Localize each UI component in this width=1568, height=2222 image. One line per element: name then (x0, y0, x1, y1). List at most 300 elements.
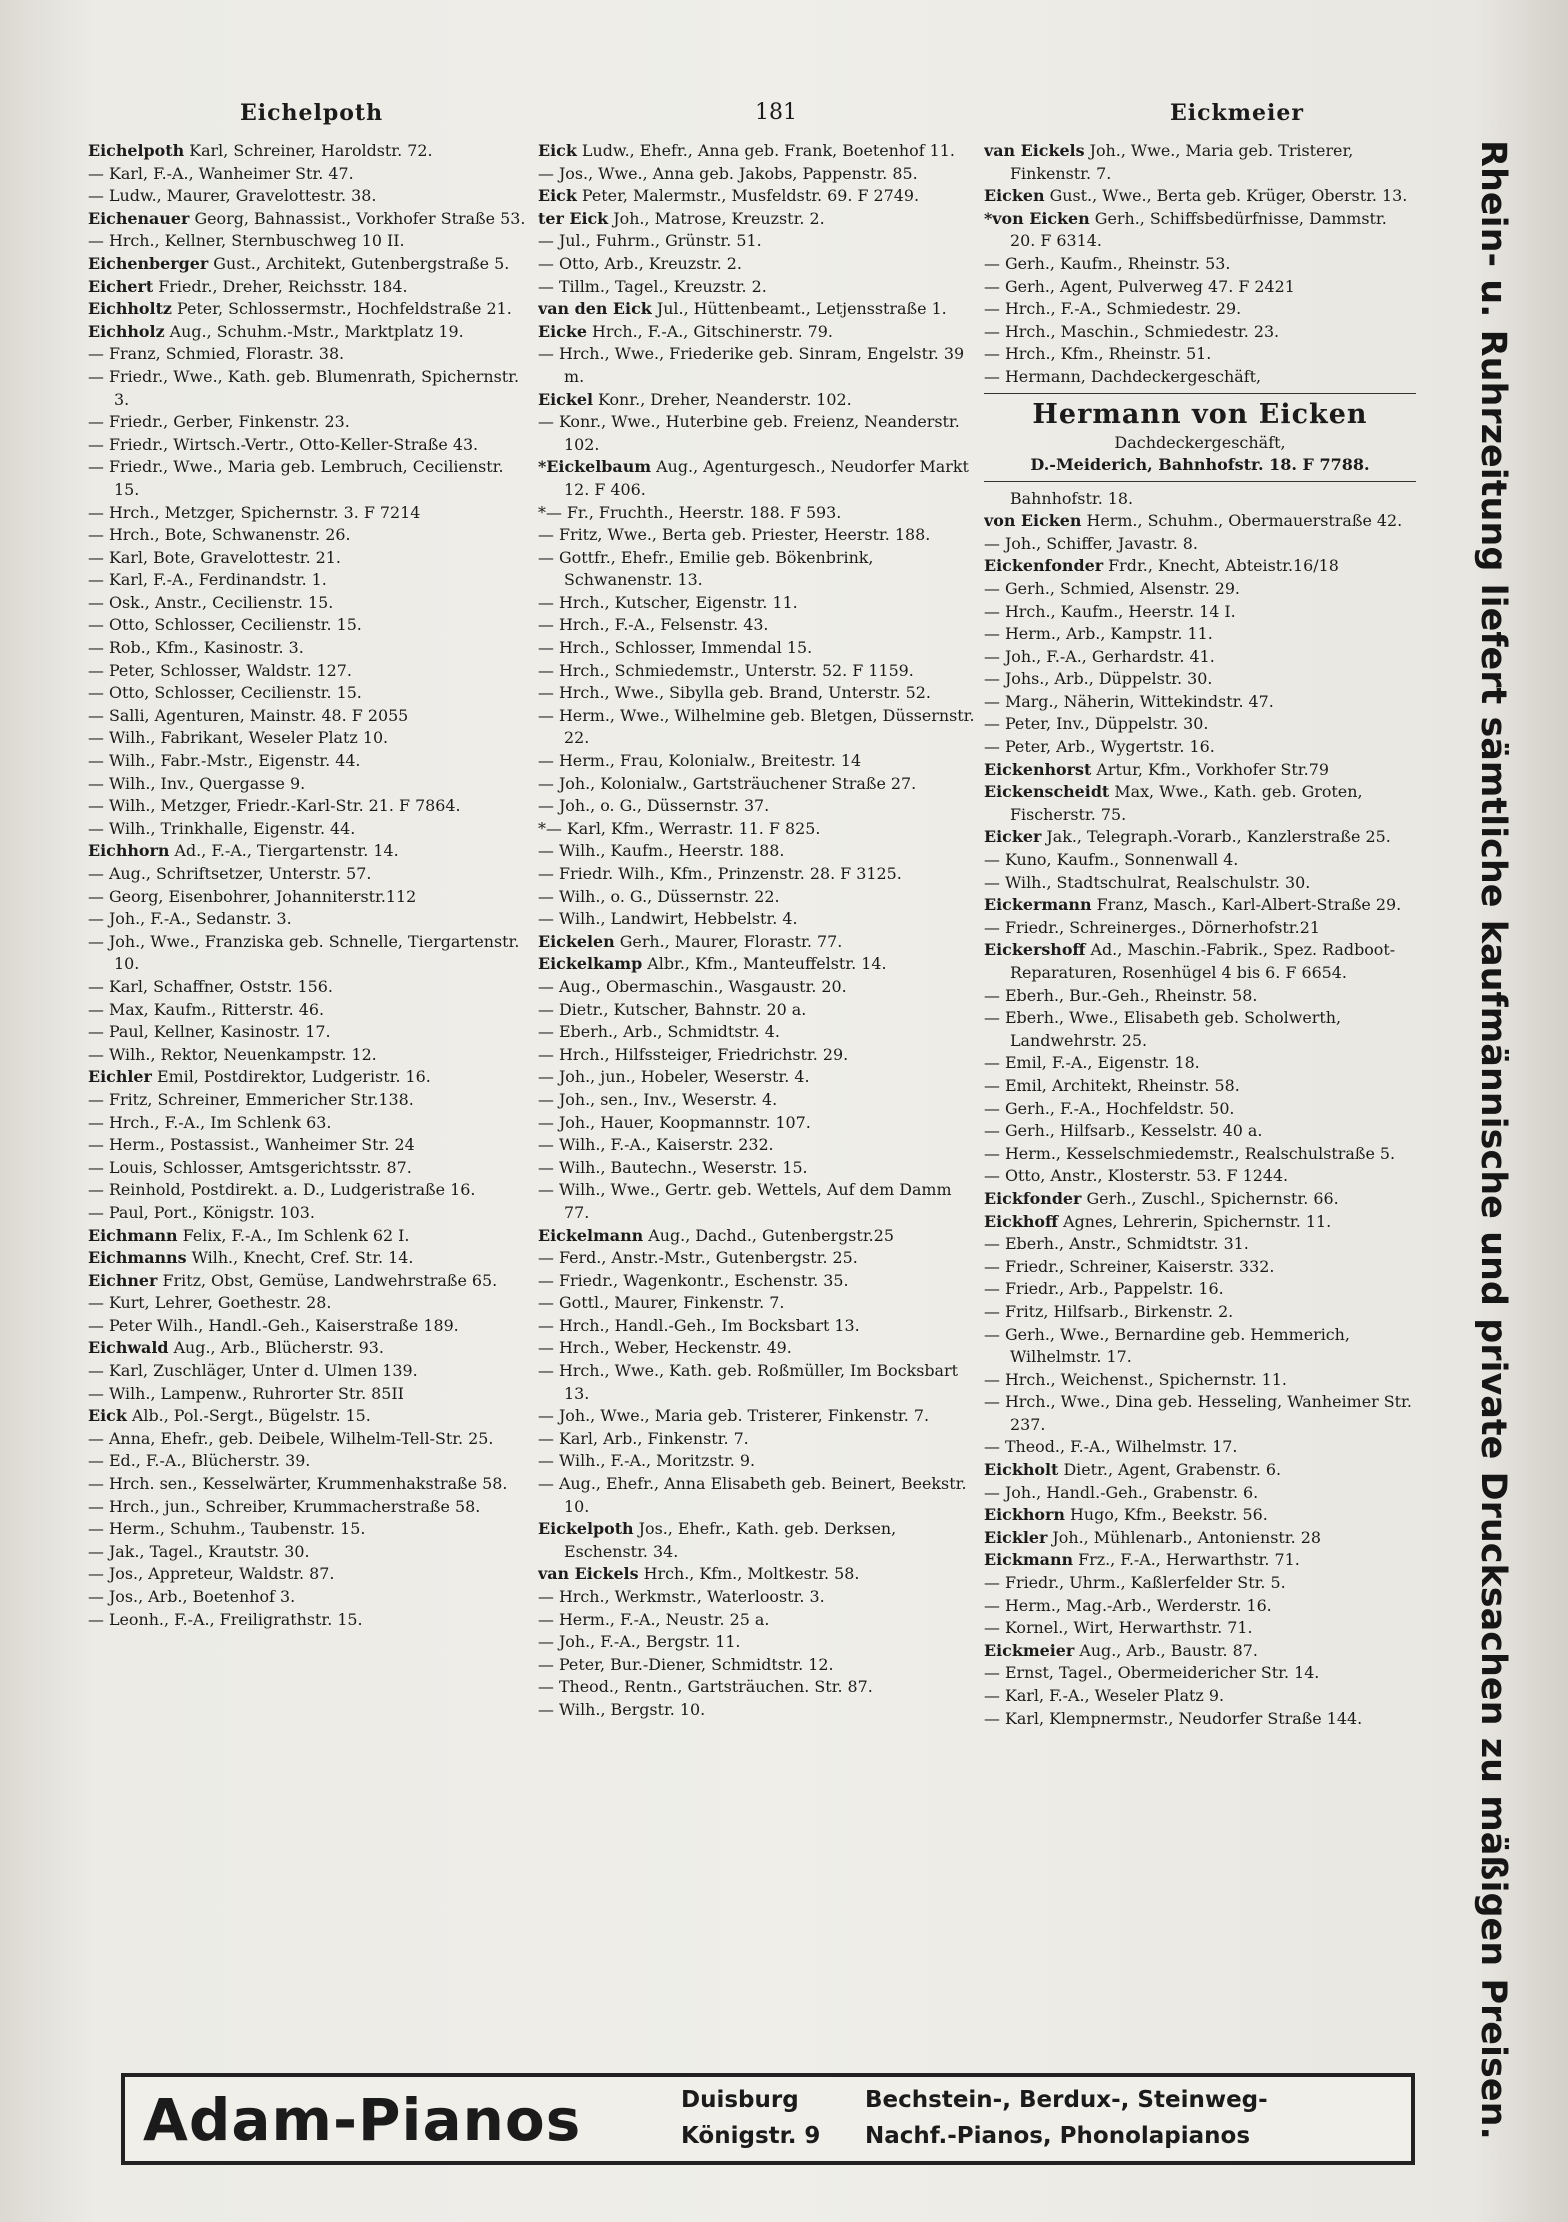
directory-entry (984, 872, 1416, 895)
directory-entry (538, 185, 976, 208)
directory-entry (984, 1301, 1416, 1324)
directory-entry (984, 533, 1416, 556)
directory-entry (984, 1256, 1416, 1279)
directory-entry (538, 1609, 976, 1632)
directory-entry (538, 931, 976, 954)
entry-details: — Joh., Hauer, Koopmannstr. 107. (538, 1112, 811, 1132)
entry-surname: Eicken (984, 186, 1045, 206)
directory-entry (538, 502, 976, 525)
directory-entry (984, 555, 1416, 578)
entry-details: — Hrch., Schmiedemstr., Unterstr. 52. F 1159. (538, 660, 914, 680)
directory-entry (538, 140, 976, 163)
directory-entry (984, 917, 1416, 940)
entry-details: — Jos., Wwe., Anna geb. Jakobs, Pappenstr. 85. (538, 163, 918, 183)
inline-ad-hermann-von-eicken (984, 393, 1416, 482)
directory-entry (538, 908, 976, 931)
directory-entry (538, 524, 976, 547)
entry-details: — Hrch., Weichenst., Spichernstr. 11. (984, 1369, 1287, 1389)
entry-surname: Eickler (984, 1527, 1048, 1547)
entry-details: — Hrch., F.-A., Im Schlenk 63. (88, 1112, 332, 1132)
directory-entry (88, 140, 528, 163)
directory-entry (88, 682, 528, 705)
entry-details: — Paul, Kellner, Kasinostr. 17. (88, 1022, 331, 1042)
directory-entry (88, 999, 528, 1022)
directory-entry (538, 795, 976, 818)
directory-entry (984, 1278, 1416, 1301)
entry-details: Wilh., Knecht, Cref. Str. 14. (191, 1248, 414, 1268)
directory-entry (88, 1405, 528, 1428)
directory-entry (538, 1179, 976, 1224)
directory-entry (984, 646, 1416, 669)
entry-details: Aug., Schuhm.-Mstr., Marktplatz 19. (169, 321, 464, 341)
entry-details: — Otto, Anstr., Klosterstr. 53. F 1244. (984, 1166, 1289, 1186)
bottom-ad-brands-line-1: Bechstein-, Berdux-, Steinweg- (865, 2087, 1268, 2113)
entry-surname: Eichwald (88, 1338, 169, 1358)
inline-ad-business: Dachdeckergeschäft, (1114, 432, 1286, 452)
directory-entry (88, 1021, 528, 1044)
entry-details: Jul., Hüttenbeamt., Letjensstraße 1. (656, 299, 947, 319)
entry-surname: von Eicken (984, 511, 1082, 531)
directory-entry (538, 547, 976, 592)
directory-entry (984, 1052, 1416, 1075)
directory-entry (538, 208, 976, 231)
directory-entry (538, 1631, 976, 1654)
entry-details: — Ferd., Anstr.-Mstr., Gutenbergstr. 25. (538, 1248, 858, 1268)
directory-entry (88, 366, 528, 411)
directory-entry (984, 1459, 1416, 1482)
directory-entry (984, 578, 1416, 601)
entry-details: — Hrch., Maschin., Schmiedestr. 23. (984, 321, 1280, 341)
entry-details: — Gerh., Hilfsarb., Kesselstr. 40 a. (984, 1121, 1263, 1141)
entry-details: — Theod., F.-A., Wilhelmstr. 17. (984, 1437, 1238, 1457)
entry-surname: Eichhorn (88, 841, 170, 861)
directory-entry (984, 985, 1416, 1008)
directory-entry (538, 343, 976, 388)
entry-details: — Hrch., Wwe., Friederike geb. Sinram, Engelstr. 39 m. (538, 344, 965, 386)
entry-details: — Karl, F.-A., Wanheimer Str. 47. (88, 163, 354, 183)
directory-entry (538, 614, 976, 637)
directory-entry (984, 1165, 1416, 1188)
entry-surname: Eickhoff (984, 1211, 1059, 1231)
directory-entry (88, 1337, 528, 1360)
entry-details: Fritz, Obst, Gemüse, Landwehrstraße 65. (162, 1270, 498, 1290)
entry-details: — Peter, Inv., Düppelstr. 30. (984, 714, 1209, 734)
entry-details: — Ed., F.-A., Blücherstr. 39. (88, 1451, 311, 1471)
directory-entry (538, 1450, 976, 1473)
directory-entry (88, 1044, 528, 1067)
entry-details: — Peter, Bur.-Diener, Schmidtstr. 12. (538, 1654, 834, 1674)
directory-entry (984, 781, 1416, 826)
entry-details: — Joh., o. G., Düssernstr. 37. (538, 796, 770, 816)
entry-details: — Hermann, Dachdeckergeschäft, (984, 366, 1262, 386)
directory-entry (88, 321, 528, 344)
directory-entry (984, 1391, 1416, 1436)
entry-details: Konr., Dreher, Neanderstr. 102. (598, 389, 852, 409)
directory-entry (88, 253, 528, 276)
directory-entry (538, 298, 976, 321)
directory-entry (88, 230, 528, 253)
entry-details: Joh., Mühlenarb., Antonienstr. 28 (1052, 1527, 1321, 1547)
entry-surname: Eickholt (984, 1460, 1059, 1480)
directory-entry (88, 1563, 528, 1586)
directory-entry (88, 1134, 528, 1157)
entry-surname: Eickhorn (984, 1505, 1065, 1525)
directory-entry (538, 1292, 976, 1315)
directory-entry (538, 705, 976, 750)
entry-details: — Herm., Kesselschmiedemstr., Realschulstraße 5. (984, 1143, 1396, 1163)
directory-entry (538, 1337, 976, 1360)
page-header (120, 100, 1440, 140)
entry-details: — Franz, Schmied, Florastr. 38. (88, 344, 345, 364)
entry-details: — Wilh., Metzger, Friedr.-Karl-Str. 21. F 7864. (88, 796, 461, 816)
entry-details: — Fritz, Hilfsarb., Birkenstr. 2. (984, 1301, 1234, 1321)
bottom-ad-brand: Adam-Pianos (143, 2086, 582, 2154)
directory-entry (984, 1075, 1416, 1098)
entry-details: — Joh., jun., Hobeler, Weserstr. 4. (538, 1067, 810, 1087)
entry-details: Franz, Masch., Karl-Albert-Straße 29. (1096, 895, 1402, 915)
directory-entry (984, 185, 1416, 208)
entry-surname: Eickelen (538, 931, 615, 951)
directory-entry (88, 298, 528, 321)
entry-details: — Wilh., Fabr.-Mstr., Eigenstr. 44. (88, 751, 361, 771)
bottom-ad-street: Königstr. 9 (681, 2123, 821, 2149)
entry-details: — Hrch., Kfm., Rheinstr. 51. (984, 344, 1212, 364)
entry-details: — Joh., F.-A., Sedanstr. 3. (88, 909, 292, 929)
entry-details: — Friedr., Uhrm., Kaßlerfelder Str. 5. (984, 1573, 1286, 1593)
entry-details: Hrch., F.-A., Gitschinerstr. 79. (592, 321, 833, 341)
directory-entry (538, 411, 976, 456)
entry-details: Gust., Wwe., Berta geb. Krüger, Oberstr. 13. (1049, 186, 1408, 206)
directory-entry (984, 623, 1416, 646)
directory-entry (538, 1676, 976, 1699)
directory-entry (984, 1188, 1416, 1211)
directory-entry (88, 1428, 528, 1451)
directory-entry (88, 908, 528, 931)
entry-details: — Aug., Ehefr., Anna Elisabeth geb. Beinert, Beekstr. 10. (538, 1474, 967, 1516)
entry-details: — Wilh., Landwirt, Hebbelstr. 4. (538, 909, 798, 929)
entry-details: — Aug., Obermaschin., Wasgaustr. 20. (538, 976, 847, 996)
directory-entry (88, 502, 528, 525)
entry-details: Jos., Ehefr., Kath. geb. Derksen, Eschenstr. 34. (564, 1519, 897, 1561)
entry-surname: Eickelkamp (538, 954, 643, 974)
entry-surname: ter Eick (538, 208, 609, 228)
directory-entry (538, 1112, 976, 1135)
entry-details: Aug., Dachd., Gutenbergstr.25 (648, 1225, 894, 1245)
directory-entry (984, 1007, 1416, 1052)
entry-details: — Joh., Wwe., Maria geb. Tristerer, Finkenstr. 7. (538, 1406, 929, 1426)
entry-details: — Osk., Anstr., Cecilienstr. 15. (88, 592, 334, 612)
entry-details: — Otto, Schlosser, Cecilienstr. 15. (88, 615, 362, 635)
directory-entry (984, 1098, 1416, 1121)
directory-entry (538, 773, 976, 796)
entry-details: — Reinhold, Postdirekt. a. D., Ludgeristraße 16. (88, 1180, 476, 1200)
entry-details: — Wilh., F.-A., Moritzstr. 9. (538, 1451, 756, 1471)
entry-surname: Eichenberger (88, 253, 209, 273)
entry-details: — Dietr., Kutscher, Bahnstr. 20 a. (538, 999, 807, 1019)
directory-entry (538, 253, 976, 276)
entry-details: — Friedr., Wwe., Maria geb. Lembruch, Cecilienstr. 15. (88, 457, 504, 499)
directory-entry (88, 614, 528, 637)
directory-entry (88, 276, 528, 299)
directory-entry (88, 1450, 528, 1473)
directory-entry (984, 736, 1416, 759)
directory-entry (538, 1134, 976, 1157)
column-2 (538, 140, 976, 2065)
entry-details: Ludw., Ehefr., Anna geb. Frank, Boetenhof 11. (581, 141, 955, 160)
entry-surname: Eickel (538, 389, 593, 409)
directory-entry (984, 894, 1416, 917)
directory-entry (984, 1685, 1416, 1708)
directory-entry (88, 1157, 528, 1180)
directory-entry (88, 411, 528, 434)
entry-details: — Fritz, Wwe., Berta geb. Priester, Heerstr. 188. (538, 525, 931, 545)
directory-entry (538, 1586, 976, 1609)
entry-details: — Joh., Kolonialw., Gartsträuchener Straße 27. (538, 773, 917, 793)
entry-details: — Ernst, Tagel., Obermeidericher Str. 14. (984, 1663, 1320, 1683)
entry-details: — Salli, Agenturen, Mainstr. 48. F 2055 (88, 705, 409, 725)
entry-details: — Peter, Arb., Wygertstr. 16. (984, 737, 1215, 757)
entry-details: — Aug., Schriftsetzer, Unterstr. 57. (88, 864, 372, 883)
side-advertisement (1452, 140, 1534, 2140)
entry-details: Jak., Telegraph.-Vorarb., Kanzlerstraße 25. (1046, 827, 1391, 847)
page-number: 181 (755, 100, 797, 125)
entry-details: Hugo, Kfm., Beekstr. 56. (1069, 1505, 1268, 1525)
directory-entry (984, 1324, 1416, 1369)
directory-entry (984, 510, 1416, 533)
directory-entry (984, 759, 1416, 782)
entry-details: Frdr., Knecht, Abteistr.16/18 (1108, 556, 1339, 576)
directory-entry (984, 1595, 1416, 1618)
entry-details: — Hrch., Werkmstr., Waterloostr. 3. (538, 1587, 825, 1606)
entry-details: — Jak., Tagel., Krautstr. 30. (88, 1541, 310, 1561)
entry-details: — Wilh., Bautechn., Weserstr. 15. (538, 1157, 808, 1177)
directory-entry (538, 1225, 976, 1248)
entry-surname: Eichholtz (88, 299, 172, 319)
entry-surname: Eickermann (984, 895, 1092, 915)
directory-entry (984, 1436, 1416, 1459)
directory-entry (88, 886, 528, 909)
directory-entry (984, 601, 1416, 624)
directory-entry (88, 163, 528, 186)
directory-entry (88, 434, 528, 457)
entry-details: *— Fr., Fruchth., Heerstr. 188. F 593. (538, 502, 842, 522)
entry-details: — Wilh., Wwe., Gertr. geb. Wettels, Auf dem Damm 77. (538, 1180, 952, 1222)
entry-surname: Eick (88, 1406, 127, 1426)
entry-surname: Eickmann (984, 1550, 1074, 1570)
entry-details: Albr., Kfm., Manteuffelstr. 14. (647, 954, 887, 974)
directory-entry (984, 1211, 1416, 1234)
entry-details: Aug., Arb., Baustr. 87. (1079, 1640, 1258, 1660)
entry-details: — Friedr., Gerber, Finkenstr. 23. (88, 412, 350, 432)
directory-entry (88, 208, 528, 231)
entry-details: — Hrch., Kutscher, Eigenstr. 11. (538, 592, 798, 612)
directory-entry (88, 1225, 528, 1248)
entry-surname: Eicke (538, 321, 587, 341)
entry-details: — Emil, F.-A., Eigenstr. 18. (984, 1053, 1200, 1073)
directory-entry (88, 1292, 528, 1315)
entry-details: — Paul, Port., Königstr. 103. (88, 1202, 315, 1222)
entry-details: — Theod., Rentn., Gartsträuchen. Str. 87. (538, 1677, 873, 1697)
entry-details: — Friedr., Schreinerges., Dörnerhofstr.21 (984, 917, 1320, 937)
directory-entry (88, 456, 528, 501)
directory-entry (984, 849, 1416, 872)
directory-entry (88, 863, 528, 886)
directory-entry (538, 321, 976, 344)
entry-surname: Eickfonder (984, 1188, 1082, 1208)
entry-details: — Konr., Wwe., Huterbine geb. Freienz, Neanderstr. 102. (538, 412, 960, 454)
directory-entry (538, 592, 976, 615)
entry-surname: *Eickelbaum (538, 457, 652, 477)
entry-surname: van Eickels (984, 141, 1085, 160)
directory-entry (984, 1708, 1416, 1731)
directory-entry (984, 1572, 1416, 1595)
directory-entry (984, 1369, 1416, 1392)
directory-entry (88, 727, 528, 750)
entry-details: — Friedr., Schreiner, Kaiserstr. 332. (984, 1256, 1275, 1276)
inline-ad-address: D.-Meiderich, Bahnhofstr. 18. F 7788. (1030, 454, 1370, 474)
entry-surname: Eichler (88, 1067, 152, 1087)
entry-details: — Jos., Arb., Boetenhof 3. (88, 1587, 296, 1606)
entry-details: — Karl, Zuschläger, Unter d. Ulmen 139. (88, 1361, 418, 1381)
column-3-bottom-entries (984, 510, 1416, 1730)
entry-details: — Joh., Handl.-Geh., Grabenstr. 6. (984, 1482, 1259, 1502)
directory-entry (984, 1120, 1416, 1143)
entry-details: Gerh., Schiffsbedürfnisse, Dammstr. 20. F 6314. (1010, 208, 1387, 251)
entry-details: Aug., Agenturgesch., Neudorfer Markt 12. F 406. (564, 457, 969, 499)
directory-entry (984, 691, 1416, 714)
entry-surname: Eichenauer (88, 208, 190, 228)
entry-details: — Gerh., Schmied, Alsenstr. 29. (984, 578, 1240, 598)
inline-ad-name: Hermann von Eicken (1032, 398, 1368, 430)
directory-entry (88, 1112, 528, 1135)
directory-entry (538, 1473, 976, 1518)
column-1 (88, 140, 528, 2065)
directory-entry (538, 1247, 976, 1270)
entry-details: — Otto, Schlosser, Cecilienstr. 15. (88, 683, 362, 703)
entry-details: — Wilh., Inv., Quergasse 9. (88, 773, 306, 793)
directory-entry (538, 1405, 976, 1428)
entry-details: — Wilh., Kaufm., Heerstr. 188. (538, 841, 785, 861)
directory-entry (88, 976, 528, 999)
side-ad-text: Rhein- u. Ruhrzeitung liefert sämtliche kaufmännische und private Drucksachen zu mäßigen Preisen. (1473, 140, 1513, 2140)
entry-details: — Rob., Kfm., Kasinostr. 3. (88, 638, 304, 658)
entry-details: Gust., Architekt, Gutenbergstraße 5. (213, 253, 510, 273)
entry-details: Felix, F.-A., Im Schlenk 62 I. (182, 1225, 410, 1245)
directory-entry (88, 1496, 528, 1519)
entry-details: — Gerh., Wwe., Bernardine geb. Hemmerich, Wilhelmstr. 17. (984, 1324, 1350, 1367)
entry-surname: Eichmann (88, 1225, 178, 1245)
entry-details: Friedr., Dreher, Reichsstr. 184. (158, 276, 408, 296)
entry-details: — Fritz, Schreiner, Emmericher Str.138. (88, 1089, 414, 1109)
entry-details: — Hrch., Wwe., Kath. geb. Roßmüller, Im Bocksbart 13. (538, 1361, 959, 1403)
entry-details: — Eberh., Arb., Schmidtstr. 4. (538, 1022, 780, 1042)
entry-details: — Friedr., Wagenkontr., Eschenstr. 35. (538, 1270, 849, 1290)
directory-entry (538, 456, 976, 501)
entry-details: — Peter Wilh., Handl.-Geh., Kaiserstraße 189. (88, 1315, 459, 1335)
entry-details: — Wilh., o. G., Düssernstr. 22. (538, 886, 780, 906)
entry-details: Alb., Pol.-Sergt., Bügelstr. 15. (131, 1406, 371, 1426)
entry-details: — Hrch., Hilfssteiger, Friedrichstr. 29. (538, 1044, 849, 1064)
entry-surname: Eickershoff (984, 940, 1086, 960)
entry-details: — Eberh., Wwe., Elisabeth geb. Scholwerth, Landwehrstr. 25. (984, 1008, 1342, 1050)
entry-details: — Jos., Appreteur, Waldstr. 87. (88, 1564, 335, 1584)
entry-details: — Friedr., Wirtsch.-Vertr., Otto-Keller-Straße 43. (88, 434, 479, 454)
entry-details: Max, Wwe., Kath. geb. Groten, Fischerstr. 75. (1010, 782, 1363, 824)
directory-entry (88, 931, 528, 976)
column-3 (984, 140, 1416, 2065)
entry-details: — Gerh., F.-A., Hochfeldstr. 50. (984, 1098, 1235, 1118)
directory-entry (538, 863, 976, 886)
entry-details: — Herm., Schuhm., Taubenstr. 15. (88, 1519, 366, 1539)
entry-details: — Friedr. Wilh., Kfm., Prinzenstr. 28. F 3125. (538, 864, 902, 883)
directory-entry (538, 1315, 976, 1338)
directory-entry (984, 253, 1416, 276)
entry-details: — Peter, Schlosser, Waldstr. 127. (88, 660, 352, 680)
directory-entry (538, 1699, 976, 1722)
directory-entry (984, 366, 1416, 389)
entry-details: Ad., F.-A., Tiergartenstr. 14. (174, 841, 399, 861)
directory-entry (538, 999, 976, 1022)
directory-entry (538, 818, 976, 841)
directory-entry (538, 1428, 976, 1451)
directory-entry (984, 1527, 1416, 1550)
directory-entry (538, 682, 976, 705)
entry-details: Herm., Schuhm., Obermauerstraße 42. (1086, 511, 1403, 531)
directory-entry (88, 569, 528, 592)
bottom-ad-brands-line-2: Nachf.-Pianos, Phonolapianos (865, 2123, 1251, 2149)
entry-details: — Wilh., Rektor, Neuenkampstr. 12. (88, 1044, 377, 1064)
entry-details: Dietr., Agent, Grabenstr. 6. (1063, 1460, 1282, 1480)
directory-entry (88, 1202, 528, 1225)
entry-details: — Joh., F.-A., Gerhardstr. 41. (984, 646, 1215, 666)
entry-surname: Eicker (984, 827, 1042, 847)
entry-details: — Herm., Postassist., Wanheimer Str. 24 (88, 1135, 415, 1155)
entry-details: — Leonh., F.-A., Freiligrathstr. 15. (88, 1609, 363, 1629)
entry-details: — Karl, Klempnermstr., Neudorfer Straße 144. (984, 1708, 1363, 1728)
entry-details: — Herm., Mag.-Arb., Werderstr. 16. (984, 1595, 1272, 1615)
entry-details: — Wilh., F.-A., Kaiserstr. 232. (538, 1135, 774, 1155)
directory-entry (88, 185, 528, 208)
entry-details: Aug., Arb., Blücherstr. 93. (173, 1338, 384, 1358)
entry-details: — Wilh., Stadtschulrat, Realschulstr. 30. (984, 872, 1311, 892)
entry-surname: Eickelmann (538, 1225, 644, 1245)
directory-entry (984, 321, 1416, 344)
entry-details: — Hrch., Weber, Heckenstr. 49. (538, 1338, 792, 1358)
entry-details: — Joh., Wwe., Franziska geb. Schnelle, Tiergartenstr. 10. (88, 931, 520, 974)
directory-entry (538, 163, 976, 186)
directory-entry (88, 660, 528, 683)
directory-entry (538, 1360, 976, 1405)
directory-entry (538, 1066, 976, 1089)
entry-details: — Hrch., Wwe., Dina geb. Hesseling, Wanheimer Str. 237. (984, 1392, 1412, 1434)
directory-entry (984, 208, 1416, 253)
directory-entry (538, 660, 976, 683)
entry-surname: Eichert (88, 276, 154, 296)
directory-entry (88, 705, 528, 728)
directory-entry (984, 1662, 1416, 1685)
entry-details: — Joh., Schiffer, Javastr. 8. (984, 533, 1198, 553)
entry-surname: Eickenfonder (984, 556, 1104, 576)
entry-details: — Karl, Schaffner, Oststr. 156. (88, 976, 333, 996)
entry-details: — Gerh., Agent, Pulverweg 47. F 2421 (984, 276, 1295, 296)
directory-entry (984, 939, 1416, 984)
entry-details: — Herm., Frau, Kolonialw., Breitestr. 14 (538, 751, 862, 771)
directory-entry (88, 637, 528, 660)
entry-details: — Tillm., Tagel., Kreuzstr. 2. (538, 276, 767, 296)
entry-details: Georg, Bahnassist., Vorkhofer Straße 53. (194, 208, 526, 228)
header-left-keyword: Eichelpoth (240, 100, 384, 126)
directory-entry (984, 276, 1416, 299)
